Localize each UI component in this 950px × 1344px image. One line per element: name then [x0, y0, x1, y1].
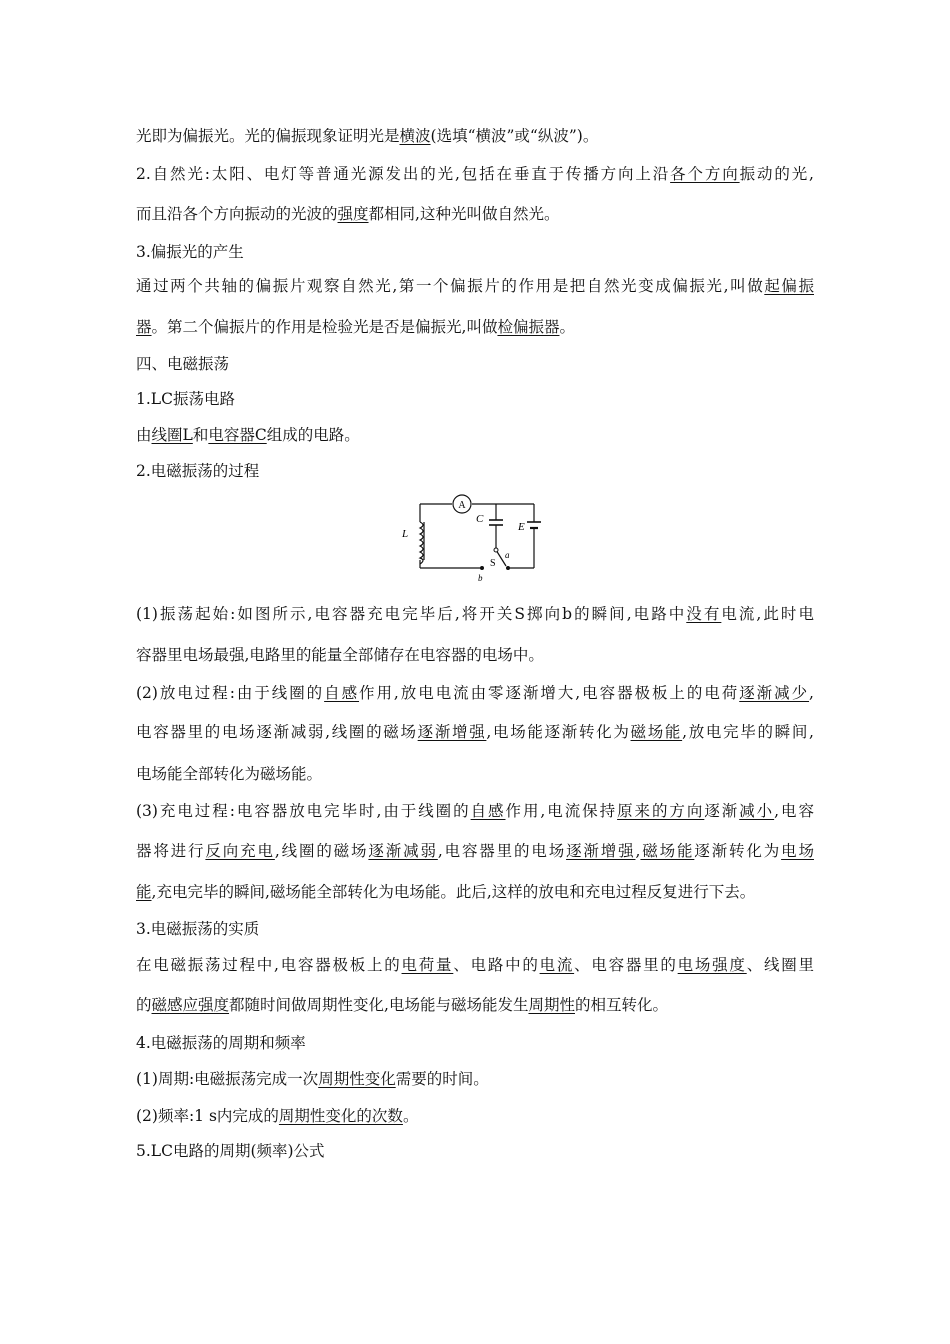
text-segment: (2)放电过程:由于线圈的: [136, 684, 325, 702]
answer-blank-text: 自感: [324, 684, 360, 702]
text-segment: 3.偏振光的产生: [136, 243, 244, 261]
text-segment: 四、电磁振荡: [136, 355, 230, 373]
answer-blank-text: 各个方向: [670, 165, 740, 183]
text-line: [136, 841, 814, 861]
switch-label: S: [490, 558, 496, 569]
text-segment: 通过两个共轴的偏振片观察自然光,第一个偏振片的作用是把自然光变成偏振光,叫做: [136, 277, 765, 295]
text-segment: 在电磁振荡过程中,电容器极板上的: [136, 956, 402, 974]
text-line: [136, 461, 259, 481]
text-line: [136, 1033, 306, 1053]
answer-blank-text: 减小: [739, 802, 775, 820]
text-segment: (3)充电过程:电容器放电完毕时,由于线圈的: [136, 802, 471, 820]
text-segment: 都随时间做周期性变化,电场能与磁场能发生: [229, 996, 529, 1014]
text-segment: 3.电磁振荡的实质: [136, 920, 260, 938]
text-segment: (1)周期:电磁振荡完成一次: [136, 1070, 319, 1088]
text-segment: 光即为偏振光。光的偏振现象证明光是: [136, 127, 400, 145]
text-segment: (1)振荡起始:如图所示,电容器充电完毕后,将开关S掷向b的瞬间,电路中: [136, 605, 687, 623]
text-line: [136, 764, 322, 784]
text-segment: 5.LC电路的周期(频率)公式: [136, 1142, 325, 1160]
text-segment: 都相同,这种光叫做自然光。: [368, 205, 560, 223]
text-line: [136, 242, 244, 262]
answer-blank-text: 线圈L: [151, 426, 193, 444]
text-line: [136, 389, 235, 409]
text-segment: ,: [635, 842, 641, 860]
text-segment: ,电容器里的电场: [437, 842, 567, 860]
answer-blank-text: 磁场能: [640, 842, 695, 860]
terminal-a-label: a: [505, 550, 510, 560]
answer-blank-text: 电场: [781, 842, 814, 860]
answer-blank-text: 没有: [686, 605, 722, 623]
answer-blank-text: 原来的方向: [617, 802, 705, 820]
capacitor-label: C: [476, 513, 484, 525]
answer-blank-text: 强度: [337, 205, 369, 223]
text-segment: (选填“横波”或“纵波”)。: [430, 127, 599, 145]
text-segment: 。: [559, 318, 575, 336]
text-segment: 1.LC振荡电路: [136, 390, 235, 408]
text-line: [136, 1141, 325, 1161]
text-segment: 器将进行: [136, 842, 206, 860]
text-line: [136, 425, 360, 445]
text-segment: 容器里电场最强,电路里的能量全部储存在电容器的电场中。: [136, 646, 544, 664]
text-line: [136, 317, 575, 337]
text-segment: 振动的光,: [739, 165, 814, 183]
answer-blank-text: 电场强度: [677, 956, 747, 974]
answer-blank-text: 周期性: [528, 996, 575, 1014]
text-segment: 2.自然光:太阳、电灯等普通光源发出的光,包括在垂直于传播方向上沿: [136, 165, 671, 183]
answer-blank-text: 电容器C: [208, 426, 267, 444]
answer-blank-text: 逐渐减弱: [368, 842, 438, 860]
text-line: [136, 604, 814, 624]
answer-blank-text: 磁感应强度: [151, 996, 230, 1014]
text-segment: 电场能全部转化为磁场能。: [136, 765, 323, 783]
text-segment: ,电容: [774, 802, 814, 820]
text-line: [136, 126, 598, 146]
text-segment: 、电路中的: [453, 956, 540, 974]
text-segment: (2)频率:1 s内完成的: [136, 1107, 279, 1125]
inductor-label: L: [402, 528, 409, 540]
text-segment: 、电容器里的: [574, 956, 678, 974]
text-line: [136, 882, 755, 902]
answer-blank-text: 自感: [470, 802, 506, 820]
text-segment: 电流,此时电: [721, 605, 814, 623]
text-segment: ,电场能逐渐转化为: [486, 723, 631, 741]
text-segment: 和: [192, 426, 209, 444]
text-segment: 由: [136, 426, 152, 444]
text-segment: 组成的电路。: [266, 426, 360, 444]
text-segment: ,充电完毕的瞬间,磁场能全部转化为电场能。此后,这样的放电和充电过程反复进行下去。: [151, 883, 756, 901]
text-segment: 需要的时间。: [395, 1070, 489, 1088]
text-segment: 电容器里的电场逐渐减弱,线圈的磁场: [136, 723, 418, 741]
text-segment: ,: [809, 684, 814, 702]
text-line: [136, 204, 559, 224]
text-segment: 作用,电流保持: [505, 802, 618, 820]
text-segment: 的: [136, 996, 152, 1014]
text-line: [136, 683, 814, 703]
text-line: [136, 1106, 418, 1126]
text-line: [136, 995, 668, 1015]
text-line: [136, 955, 814, 975]
answer-blank-text: 电流: [539, 956, 575, 974]
text-line: [136, 919, 259, 939]
ammeter-label: A: [458, 500, 466, 511]
text-line: [136, 645, 544, 665]
text-segment: 作用,放电电流由零逐渐增大,电容器极板上的电荷: [359, 684, 740, 702]
text-line: [136, 722, 814, 742]
text-segment: 。: [402, 1107, 419, 1125]
text-segment: 而且沿各个方向振动的光波的: [136, 205, 338, 223]
answer-blank-text: 检偏振器: [497, 318, 560, 336]
answer-blank-text: 逐渐增强: [417, 723, 487, 741]
answer-blank-text: 横波: [399, 127, 431, 145]
text-segment: ,放电完毕的瞬间,: [682, 723, 814, 741]
text-segment: 4.电磁振荡的周期和频率: [136, 1034, 306, 1052]
answer-blank-text: 起偏振: [764, 277, 814, 295]
answer-blank-text: 电荷量: [401, 956, 454, 974]
text-line: [136, 164, 814, 184]
text-line: [136, 276, 814, 296]
text-segment: 2.电磁振荡的过程: [136, 462, 260, 480]
answer-blank-text: 能: [136, 883, 152, 901]
text-segment: 、线圈里: [746, 956, 814, 974]
answer-blank-text: 反向充电: [205, 842, 275, 860]
lc-circuit-figure: [396, 492, 556, 584]
answer-blank-text: 器: [136, 318, 152, 336]
answer-blank-text: 逐渐增强: [566, 842, 636, 860]
answer-blank-text: 磁场能: [630, 723, 683, 741]
answer-blank-text: 周期性变化的次数: [278, 1107, 403, 1125]
text-line: [136, 1069, 489, 1089]
text-segment: 逐渐: [704, 802, 740, 820]
answer-blank-text: 周期性变化: [318, 1070, 396, 1088]
text-segment: 的相互转化。: [574, 996, 668, 1014]
text-line: [136, 354, 229, 374]
text-segment: ,线圈的磁场: [274, 842, 369, 860]
terminal-b-label: b: [478, 573, 483, 583]
text-segment: 逐渐转化为: [694, 842, 782, 860]
text-line: [136, 801, 814, 821]
inductor-coil: [420, 522, 423, 564]
text-segment: 。第二个偏振片的作用是检验光是否是偏振光,叫做: [151, 318, 498, 336]
battery-label: E: [518, 521, 525, 533]
answer-blank-text: 逐渐减少: [739, 684, 810, 702]
